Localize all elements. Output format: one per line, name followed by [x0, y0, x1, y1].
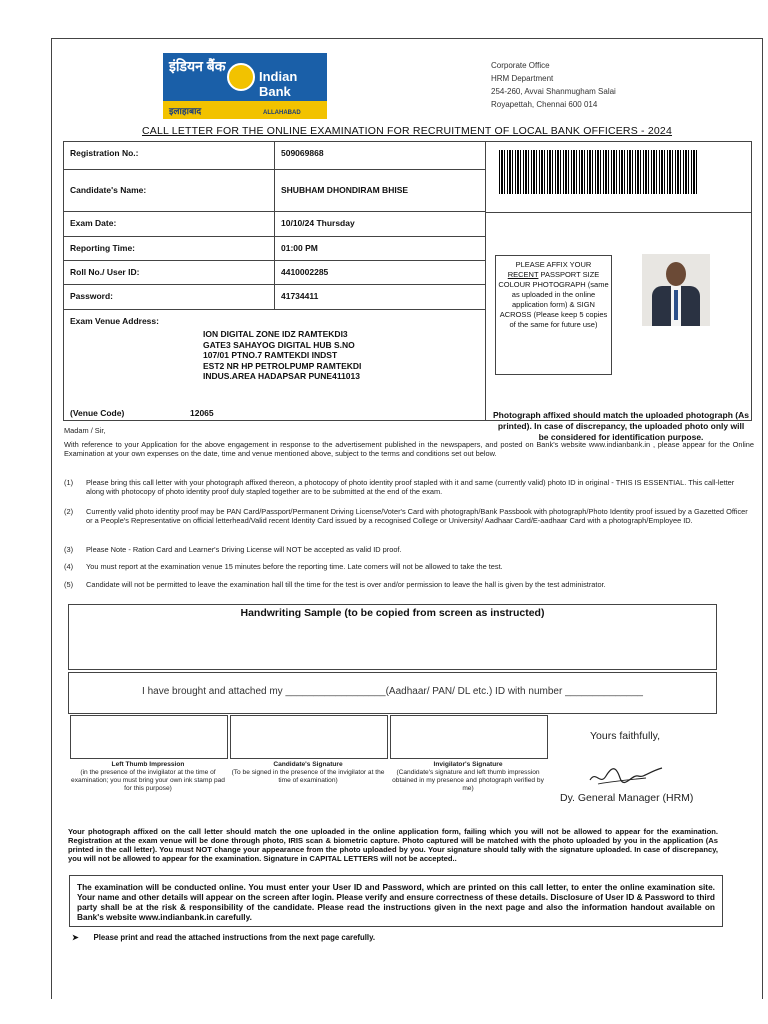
handwriting-sample-box	[68, 604, 717, 670]
exam-date-label: Exam Date:	[64, 212, 275, 237]
venue-line: INDUS.AREA HADAPSAR PUNE411013	[203, 371, 360, 381]
call-letter-page: इंडियन बैंक Indian Bank इलाहाबाद ALLAHABAD Corporate Office HRM Department 254-260, Avvai Shanmugham Salai Royapettah, Chennai 600 014 CALL LETTER FOR THE ONLINE EXAMINATION FOR RECRUITMENT OF LOCAL BANK OFFICERS - 2024 Registration No.: 509069868 Candidate's Name: SHUBHAM DHONDIRAM BHISE Exam Date: 10/10/24 Thursday Reporting Time: 01:00 PM Roll No./ User ID: 4410002285 Password: 41734411 Exam Venue Address: ION DIGITAL ZONE IDZ RAMTEKDI3 GATE3 SAHAYOG DIGITAL HUB S.NO 107/01 PTNO.7 RAMTEKDI INDST EST2 NR HP PETROLPUMP RAMTEKDI INDUS.AREA HADAPSAR PUNE411013 (Venue Code) 12065 PLEASE AFFIX YOUR RECENT PASSPORT SIZE COLOUR PHOTOGRAPH (same as uploaded in the online application form) & SIGN ACROSS (Please keep 5 copies of the same for future use) Photograph affixed should match the uploaded photograph (As printed). In case of discrepancy, the uploaded photo only will be considered for identification purpose. Madam / Sir, With reference to your Application for the above engagement in response to the advertisement published in the newspapers, and posted on Bank's website www.indianbank.in , please appear for the Online Examination at your own expenses on the date, time and venue mentioned above, subject to the terms and conditions set out below. (1) Please bring this call letter with your photograph affixed thereon, a photocopy of photo identity proof stapled with it and same (currently valid) photo ID in original - THIS IS ESSENTIAL. This call-letter along with photocopy of photo identity proof duly stapled together are to be submitted at the end of the exam. (2) Currently valid photo identity proof may be PAN Card/Passport/Permanent Driving License/Voter's Card with photograph/Bank Passbook with photograph/Photo Identity proof issued by a Gazetted Officer or a People's Representative on official letterhead/Valid recent Identity Card issued by a recognised College or University/ Aadhaar Card/E-aadhaar Card with a photograph/Employee ID. (3) Please Note - Ration Card and Learner's Driving License will NOT be accepted as valid ID proof. (4) You must report at the examination venue 15 minutes before the reporting time. Late comers will not be allowed to take the test. (5) Candidate will not be permitted to leave the examination hall till the time for the test is over and/or permission to leave the hall is given by the test administrator. Handwriting Sample (to be copied from screen as instructed) I have brought and attached my __________________(Aadhaar/ PAN/ DL etc.) ID with number ______________ Left Thumb Impression (in the presence of the invigilator at the time of examination; you must bring your own ink stamp pad for this purpose) Candidate's Signature (To be signed in the presence of the invigilator at the time of examination) Invigilator's Signature (Candidate's signature and left thumb impression obtained in my presence and photograph verified by me) Yours faithfully, Dy. General Manager (HRM) Your photograph affixed on the call letter should match the one uploaded in the online application form, failing which you will not be allowed to appear for the examination. Registration at the exam venue will be done through photo, IRIS scan & biometric capture. Photo captured will be matched with the photo uploaded by you in the application (As printed in the call letter). You must NOT change your appearance from the photo uploaded by you. Your signature should tally with the signature uploaded. In case of discrepancy, you will not be allowed to appear for the examination. Signature in CAPITAL LETTERS will not be accepted.. The examination will be conducted online. You must enter your User ID and Password, which are printed on this call letter, to enter the online examination site. Your name and other details will appear on the screen after login. Please verify and ensure correctness of these details. Disclosure of User ID & Password to third party shall be at the risk & responsibility of the candidate. Please read the instructions given in the next page and also the information handout available on Bank's website www.indianbank.in carefully. ➤ Please print and read the attached instructions from the next page carefully.	[51, 38, 763, 999]
venue-line: 107/01 PTNO.7 RAMTEKDI INDST	[203, 350, 338, 360]
candidate-photo	[642, 254, 710, 326]
registration-value: 509069868	[275, 142, 485, 170]
photo-note: Photograph affixed should match the uploaded photograph (As printed). In case of discrepancy, the uploaded photo only will be considered for identification purpose.	[493, 410, 749, 442]
venue-address	[203, 329, 361, 382]
exam-date-value: 10/10/24 Thursday	[275, 212, 485, 237]
venue-code-value: 12065	[190, 408, 214, 418]
logo-english-text: Indian Bank	[259, 69, 298, 99]
candidate-signature-area	[230, 715, 386, 821]
invigilator-signature-area	[390, 715, 546, 821]
candidate-name-value: SHUBHAM DHONDIRAM BHISE	[275, 170, 485, 212]
logo-hindi-text: इंडियन बैंक	[169, 58, 226, 74]
candidate-signature-box	[230, 715, 388, 759]
venue-label: Exam Venue Address:	[70, 316, 159, 326]
reporting-time-value: 01:00 PM	[275, 237, 485, 261]
logo-subband	[163, 101, 327, 119]
venue-code-label: (Venue Code)	[70, 408, 125, 418]
candidate-signature-title: Candidate's Signature	[273, 761, 343, 768]
password-label: Password:	[64, 285, 275, 310]
id-declaration-text: I have brought and attached my __________________(Aadhaar/ PAN/ DL etc.) ID with number ______________	[142, 686, 643, 697]
photo-instruction-box	[495, 255, 612, 375]
print-instructions-note	[72, 933, 375, 942]
thumb-title: Left Thumb Impression	[111, 761, 185, 768]
photo-policy-paragraph: Your photograph affixed on the call letter should match the one uploaded in the online application form, failing which you will not be allowed to appear for the examination. Registration at the exam venue will be done through photo, IRIS scan & biometric capture. Photo captured will be matched with the photo uploaded by you in the application (As printed in the call letter). You must NOT change your appearance from the photo uploaded by you. Your signature should tally with the signature uploaded. In case of discrepancy, you will not be allowed to appear for the examination. Signature in CAPITAL LETTERS will not be accepted..	[68, 827, 718, 863]
venue-line: GATE3 SAHAYOG DIGITAL HUB S.NO	[203, 339, 355, 350]
closing-text: Yours faithfully,	[590, 730, 661, 742]
barcode-image	[499, 150, 699, 194]
indian-bank-logo	[163, 53, 327, 119]
reporting-time-label: Reporting Time:	[64, 237, 275, 261]
signatory-title: Dy. General Manager (HRM)	[560, 792, 694, 804]
invigilator-signature-desc: (Candidate's signature and left thumb impression obtained in my presence and photograph verified by me)	[392, 769, 544, 792]
intro-paragraph: With reference to your Application for the above engagement in response to the advertisement published in the newspapers, and posted on Bank's website www.indianbank.in , please appear for the Online Examination at your own expenses on the date, time and venue mentioned above, subject to the terms and conditions set out below.	[64, 440, 754, 458]
venue-line: EST2 NR HP PETROLPUMP RAMTEKDI	[203, 360, 362, 371]
signature-icon	[586, 756, 666, 792]
roll-number-value: 4410002285	[275, 261, 485, 285]
print-note-text: Please print and read the attached instructions from the next page carefully.	[93, 933, 376, 942]
document-title: CALL LETTER FOR THE ONLINE EXAMINATION FOR RECRUITMENT OF LOCAL BANK OFFICERS - 2024	[141, 125, 673, 137]
venue-line: ION DIGITAL ZONE IDZ RAMTEKDI3	[203, 329, 348, 339]
invigilator-signature-title: Invigilator's Signature	[433, 761, 503, 768]
arrow-icon: ➤	[72, 933, 79, 942]
thumb-impression-box	[70, 715, 228, 759]
address-line: HRM Department	[491, 74, 554, 83]
logo-sub-english: ALLAHABAD	[263, 110, 301, 116]
address-line: Corporate Office	[491, 61, 550, 70]
password-value: 41734411	[275, 285, 485, 310]
invigilator-signature-box	[390, 715, 548, 759]
candidate-signature-desc: (To be signed in the presence of the invigilator at the time of examination)	[231, 769, 385, 784]
salutation: Madam / Sir,	[64, 426, 106, 435]
corporate-address	[491, 59, 616, 111]
photo-instruction-text: COLOUR PHOTOGRAPH (same as uploaded in the online application form) & SIGN ACROSS (Please keep 5 copies of the same for future use)	[498, 280, 609, 329]
roll-number-label: Roll No./ User ID:	[64, 261, 275, 285]
registration-label: Registration No.:	[64, 142, 275, 170]
thumb-impression-area	[70, 715, 226, 821]
address-line: 254-260, Avvai Shanmugham Salai	[491, 87, 616, 96]
online-exam-notice-box: The examination will be conducted online. You must enter your User ID and Password, which are printed on this call letter, to enter the online examination site. Your name and other details will appear on the screen after login. Please verify and ensure correctness of these details. Disclosure of User ID & Password to third party shall be at the risk & responsibility of the candidate. Please read the instructions given in the next page and also the information handout available on Bank's website www.indianbank.in carefully.	[69, 875, 723, 927]
thumb-desc: (in the presence of the invigilator at the time of examination; you must bring your own ink stamp pad for this purpose)	[71, 769, 225, 792]
address-line: Royapettah, Chennai 600 014	[491, 100, 598, 109]
logo-sub-hindi: इलाहाबाद	[169, 106, 202, 116]
id-declaration-box	[68, 672, 717, 714]
photo-instruction-line: RECENT PASSPORT SIZE	[507, 270, 600, 279]
photo-instruction-line: PLEASE AFFIX YOUR	[515, 260, 592, 269]
handwriting-title: Handwriting Sample (to be copied from screen as instructed)	[240, 607, 545, 619]
candidate-name-label: Candidate's Name:	[64, 170, 275, 212]
bank-emblem-icon	[227, 63, 255, 91]
